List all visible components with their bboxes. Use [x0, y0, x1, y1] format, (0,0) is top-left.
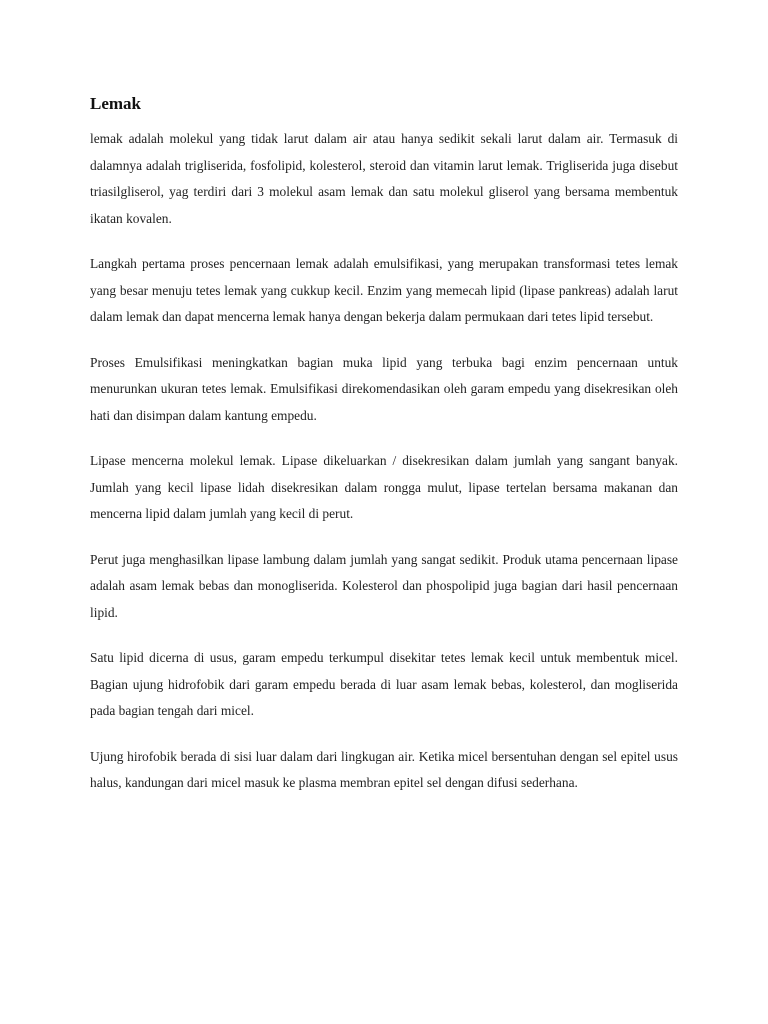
- paragraph-1: lemak adalah molekul yang tidak larut dalam air atau hanya sedikit sekali larut dalam air. Termasuk di dalamnya adalah trigliserida, fosfolipid, kolesterol, steroid dan vitamin larut lemak. Trigliserida juga disebut triasilgliserol, yag terdiri dari 3 molekul asam lemak dan satu molekul gliserol yang bersama membentuk ikatan kovalen.: [90, 131, 678, 226]
- paragraph-2: Langkah pertama proses pencernaan lemak adalah emulsifikasi, yang merupakan transformasi tetes lemak yang besar menuju tetes lemak yang cukkup kecil. Enzim yang memecah lipid (lipase pankreas) adalah larut dalam lemak dan dapat mencerna lemak hanya dengan bekerja dalam permukaan dari tetes lipid tersebut.: [90, 256, 678, 324]
- paragraph-4: Lipase mencerna molekul lemak. Lipase dikeluarkan / disekresikan dalam jumlah yang sangant banyak. Jumlah yang kecil lipase lidah disekresikan dalam rongga mulut, lipase tertelan bersama makanan dan mencerna lipid dalam jumlah yang kecil di perut.: [90, 453, 678, 521]
- paragraph-7: Ujung hirofobik berada di sisi luar dalam dari lingkugan air. Ketika micel bersentuhan dengan sel epitel usus halus, kandungan dari micel masuk ke plasma membran epitel sel dengan difusi sederhana.: [90, 748, 678, 790]
- paragraph-6: Satu lipid dicerna di usus, garam empedu terkumpul disekitar tetes lemak kecil untuk membentuk micel. Bagian ujung hidrofobik dari garam empedu berada di luar asam lemak bebas, kolesterol, dan mogliserida pada bagian tengah dari micel.: [90, 650, 678, 718]
- document-body: [90, 92, 678, 816]
- paragraph-5: Perut juga menghasilkan lipase lambung dalam jumlah yang sangat sedikit. Produk utama pencernaan lipase adalah asam lemak bebas dan monogliserida. Kolesterol dan phospolipid juga bagian dari hasil pencernaan lipid.: [90, 551, 678, 620]
- document-title: Lemak: [90, 94, 141, 113]
- paragraph-3: Proses Emulsifikasi meningkatkan bagian muka lipid yang terbuka bagi enzim pencernaan untuk menurunkan ukuran tetes lemak. Emulsifikasi direkomendasikan oleh garam empedu yang disekresikan oleh hati dan disimpan dalam kantung empedu.: [90, 354, 678, 423]
